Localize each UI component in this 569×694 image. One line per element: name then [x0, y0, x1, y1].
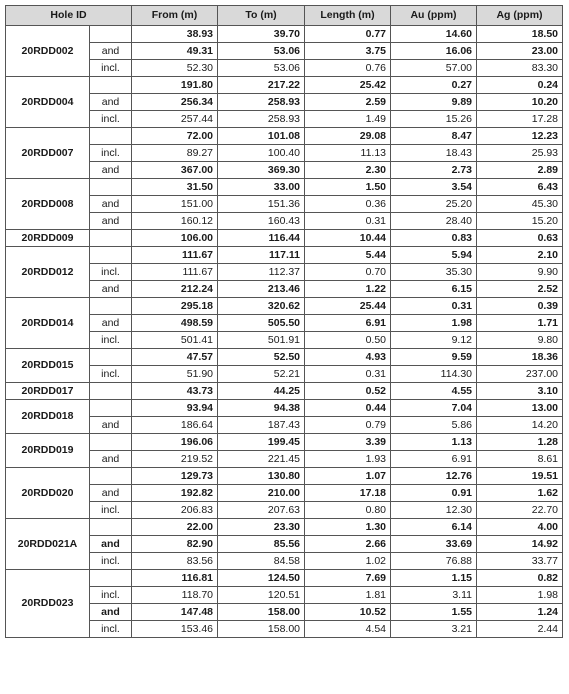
from-cell: 151.00 — [132, 196, 218, 213]
from-cell: 72.00 — [132, 128, 218, 145]
to-cell: 199.45 — [218, 434, 305, 451]
length-cell: 25.44 — [305, 298, 391, 315]
length-cell: 7.69 — [305, 570, 391, 587]
qualifier-cell — [90, 400, 132, 417]
length-cell: 0.77 — [305, 26, 391, 43]
ag-cell: 83.30 — [477, 60, 563, 77]
qualifier-cell: and — [90, 196, 132, 213]
from-cell: 106.00 — [132, 230, 218, 247]
length-cell: 29.08 — [305, 128, 391, 145]
ag-cell: 2.44 — [477, 621, 563, 638]
table-row — [6, 587, 563, 604]
length-cell: 2.59 — [305, 94, 391, 111]
table-row — [6, 536, 563, 553]
ag-cell: 2.10 — [477, 247, 563, 264]
qualifier-cell: and — [90, 162, 132, 179]
header-hole-id: Hole ID — [6, 6, 132, 26]
qualifier-cell — [90, 349, 132, 366]
table-row — [6, 604, 563, 621]
hole-id-cell: 20RDD018 — [6, 400, 90, 434]
to-cell: 116.44 — [218, 230, 305, 247]
qualifier-cell: and — [90, 281, 132, 298]
from-cell: 111.67 — [132, 264, 218, 281]
to-cell: 85.56 — [218, 536, 305, 553]
ag-cell: 15.20 — [477, 213, 563, 230]
to-cell: 369.30 — [218, 162, 305, 179]
ag-cell: 18.50 — [477, 26, 563, 43]
table-row — [6, 247, 563, 264]
au-cell: 18.43 — [391, 145, 477, 162]
au-cell: 0.27 — [391, 77, 477, 94]
au-cell: 0.91 — [391, 485, 477, 502]
table-row — [6, 60, 563, 77]
to-cell: 213.46 — [218, 281, 305, 298]
qualifier-cell: and — [90, 43, 132, 60]
to-cell: 112.37 — [218, 264, 305, 281]
length-cell: 1.93 — [305, 451, 391, 468]
to-cell: 52.21 — [218, 366, 305, 383]
qualifier-cell: incl. — [90, 502, 132, 519]
qualifier-cell: incl. — [90, 145, 132, 162]
length-cell: 2.66 — [305, 536, 391, 553]
to-cell: 505.50 — [218, 315, 305, 332]
qualifier-cell — [90, 26, 132, 43]
length-cell: 6.91 — [305, 315, 391, 332]
from-cell: 295.18 — [132, 298, 218, 315]
to-cell: 130.80 — [218, 468, 305, 485]
au-cell: 4.55 — [391, 383, 477, 400]
qualifier-cell — [90, 77, 132, 94]
table-row — [6, 570, 563, 587]
from-cell: 31.50 — [132, 179, 218, 196]
qualifier-cell: and — [90, 451, 132, 468]
from-cell: 256.34 — [132, 94, 218, 111]
table-row — [6, 111, 563, 128]
from-cell: 186.64 — [132, 417, 218, 434]
table-row — [6, 264, 563, 281]
qualifier-cell — [90, 570, 132, 587]
table-row — [6, 230, 563, 247]
qualifier-cell — [90, 230, 132, 247]
au-cell: 6.91 — [391, 451, 477, 468]
au-cell: 25.20 — [391, 196, 477, 213]
hole-id-cell: 20RDD012 — [6, 247, 90, 298]
hole-id-cell: 20RDD017 — [6, 383, 90, 400]
table-row — [6, 519, 563, 536]
qualifier-cell: and — [90, 604, 132, 621]
header-ag: Ag (ppm) — [477, 6, 563, 26]
from-cell: 501.41 — [132, 332, 218, 349]
from-cell: 83.56 — [132, 553, 218, 570]
au-cell: 57.00 — [391, 60, 477, 77]
table-row — [6, 417, 563, 434]
to-cell: 120.51 — [218, 587, 305, 604]
to-cell: 44.25 — [218, 383, 305, 400]
drill-results-table — [5, 5, 563, 638]
from-cell: 43.73 — [132, 383, 218, 400]
au-cell: 3.54 — [391, 179, 477, 196]
ag-cell: 1.71 — [477, 315, 563, 332]
ag-cell: 1.98 — [477, 587, 563, 604]
au-cell: 12.30 — [391, 502, 477, 519]
table-row — [6, 485, 563, 502]
to-cell: 124.50 — [218, 570, 305, 587]
length-cell: 2.30 — [305, 162, 391, 179]
qualifier-cell — [90, 383, 132, 400]
length-cell: 0.76 — [305, 60, 391, 77]
table-row — [6, 553, 563, 570]
hole-id-cell: 20RDD019 — [6, 434, 90, 468]
table-row — [6, 332, 563, 349]
ag-cell: 0.24 — [477, 77, 563, 94]
length-cell: 0.70 — [305, 264, 391, 281]
to-cell: 52.50 — [218, 349, 305, 366]
hole-id-cell: 20RDD004 — [6, 77, 90, 128]
ag-cell: 17.28 — [477, 111, 563, 128]
au-cell: 3.21 — [391, 621, 477, 638]
to-cell: 501.91 — [218, 332, 305, 349]
length-cell: 1.07 — [305, 468, 391, 485]
table-row — [6, 196, 563, 213]
from-cell: 192.82 — [132, 485, 218, 502]
length-cell: 0.52 — [305, 383, 391, 400]
au-cell: 12.76 — [391, 468, 477, 485]
length-cell: 10.44 — [305, 230, 391, 247]
length-cell: 1.50 — [305, 179, 391, 196]
ag-cell: 22.70 — [477, 502, 563, 519]
ag-cell: 1.28 — [477, 434, 563, 451]
hole-id-cell: 20RDD015 — [6, 349, 90, 383]
from-cell: 82.90 — [132, 536, 218, 553]
au-cell: 5.86 — [391, 417, 477, 434]
qualifier-cell: and — [90, 417, 132, 434]
length-cell: 0.44 — [305, 400, 391, 417]
length-cell: 3.39 — [305, 434, 391, 451]
from-cell: 498.59 — [132, 315, 218, 332]
to-cell: 258.93 — [218, 111, 305, 128]
to-cell: 221.45 — [218, 451, 305, 468]
au-cell: 14.60 — [391, 26, 477, 43]
au-cell: 76.88 — [391, 553, 477, 570]
to-cell: 53.06 — [218, 43, 305, 60]
table-row — [6, 213, 563, 230]
au-cell: 35.30 — [391, 264, 477, 281]
from-cell: 206.83 — [132, 502, 218, 519]
table-row — [6, 179, 563, 196]
qualifier-cell: incl. — [90, 332, 132, 349]
qualifier-cell — [90, 128, 132, 145]
from-cell: 51.90 — [132, 366, 218, 383]
from-cell: 47.57 — [132, 349, 218, 366]
to-cell: 39.70 — [218, 26, 305, 43]
au-cell: 0.83 — [391, 230, 477, 247]
au-cell: 6.14 — [391, 519, 477, 536]
length-cell: 0.31 — [305, 213, 391, 230]
qualifier-cell: incl. — [90, 587, 132, 604]
qualifier-cell — [90, 468, 132, 485]
table-row — [6, 26, 563, 43]
length-cell: 0.79 — [305, 417, 391, 434]
table-body — [6, 26, 563, 638]
to-cell: 210.00 — [218, 485, 305, 502]
ag-cell: 2.52 — [477, 281, 563, 298]
from-cell: 367.00 — [132, 162, 218, 179]
from-cell: 22.00 — [132, 519, 218, 536]
ag-cell: 0.39 — [477, 298, 563, 315]
au-cell: 3.11 — [391, 587, 477, 604]
qualifier-cell — [90, 247, 132, 264]
table-row — [6, 400, 563, 417]
ag-cell: 14.20 — [477, 417, 563, 434]
ag-cell: 45.30 — [477, 196, 563, 213]
hole-id-cell: 20RDD023 — [6, 570, 90, 638]
length-cell: 1.81 — [305, 587, 391, 604]
ag-cell: 9.80 — [477, 332, 563, 349]
ag-cell: 237.00 — [477, 366, 563, 383]
ag-cell: 0.82 — [477, 570, 563, 587]
from-cell: 147.48 — [132, 604, 218, 621]
qualifier-cell — [90, 298, 132, 315]
to-cell: 158.00 — [218, 604, 305, 621]
to-cell: 187.43 — [218, 417, 305, 434]
au-cell: 1.13 — [391, 434, 477, 451]
ag-cell: 1.62 — [477, 485, 563, 502]
qualifier-cell — [90, 179, 132, 196]
ag-cell: 4.00 — [477, 519, 563, 536]
length-cell: 1.22 — [305, 281, 391, 298]
table-row — [6, 349, 563, 366]
ag-cell: 2.89 — [477, 162, 563, 179]
au-cell: 6.15 — [391, 281, 477, 298]
ag-cell: 14.92 — [477, 536, 563, 553]
from-cell: 52.30 — [132, 60, 218, 77]
qualifier-cell: and — [90, 536, 132, 553]
header-row — [6, 6, 563, 26]
to-cell: 160.43 — [218, 213, 305, 230]
qualifier-cell: incl. — [90, 366, 132, 383]
to-cell: 320.62 — [218, 298, 305, 315]
table-row — [6, 162, 563, 179]
to-cell: 151.36 — [218, 196, 305, 213]
qualifier-cell: incl. — [90, 60, 132, 77]
qualifier-cell: and — [90, 485, 132, 502]
to-cell: 101.08 — [218, 128, 305, 145]
length-cell: 0.50 — [305, 332, 391, 349]
length-cell: 1.02 — [305, 553, 391, 570]
au-cell: 114.30 — [391, 366, 477, 383]
au-cell: 15.26 — [391, 111, 477, 128]
header-from: From (m) — [132, 6, 218, 26]
ag-cell: 10.20 — [477, 94, 563, 111]
au-cell: 33.69 — [391, 536, 477, 553]
length-cell: 4.93 — [305, 349, 391, 366]
table-row — [6, 468, 563, 485]
from-cell: 111.67 — [132, 247, 218, 264]
ag-cell: 6.43 — [477, 179, 563, 196]
to-cell: 94.38 — [218, 400, 305, 417]
length-cell: 0.36 — [305, 196, 391, 213]
length-cell: 1.49 — [305, 111, 391, 128]
length-cell: 17.18 — [305, 485, 391, 502]
table-row — [6, 366, 563, 383]
table-row — [6, 145, 563, 162]
au-cell: 7.04 — [391, 400, 477, 417]
table-row — [6, 43, 563, 60]
ag-cell: 8.61 — [477, 451, 563, 468]
qualifier-cell: and — [90, 213, 132, 230]
hole-id-cell: 20RDD014 — [6, 298, 90, 349]
table-row — [6, 94, 563, 111]
qualifier-cell — [90, 434, 132, 451]
from-cell: 191.80 — [132, 77, 218, 94]
au-cell: 9.59 — [391, 349, 477, 366]
length-cell: 0.31 — [305, 366, 391, 383]
ag-cell: 18.36 — [477, 349, 563, 366]
au-cell: 1.98 — [391, 315, 477, 332]
hole-id-cell: 20RDD002 — [6, 26, 90, 77]
qualifier-cell: and — [90, 94, 132, 111]
length-cell: 1.30 — [305, 519, 391, 536]
hole-id-cell: 20RDD009 — [6, 230, 90, 247]
table-row — [6, 434, 563, 451]
to-cell: 84.58 — [218, 553, 305, 570]
from-cell: 219.52 — [132, 451, 218, 468]
hole-id-cell: 20RDD020 — [6, 468, 90, 519]
table-row — [6, 77, 563, 94]
to-cell: 207.63 — [218, 502, 305, 519]
au-cell: 9.89 — [391, 94, 477, 111]
from-cell: 38.93 — [132, 26, 218, 43]
table-row — [6, 451, 563, 468]
to-cell: 117.11 — [218, 247, 305, 264]
au-cell: 0.31 — [391, 298, 477, 315]
table-row — [6, 621, 563, 638]
ag-cell: 0.63 — [477, 230, 563, 247]
ag-cell: 19.51 — [477, 468, 563, 485]
from-cell: 116.81 — [132, 570, 218, 587]
table-row — [6, 128, 563, 145]
ag-cell: 33.77 — [477, 553, 563, 570]
ag-cell: 3.10 — [477, 383, 563, 400]
au-cell: 5.94 — [391, 247, 477, 264]
length-cell: 11.13 — [305, 145, 391, 162]
table-row — [6, 383, 563, 400]
hole-id-cell: 20RDD021A — [6, 519, 90, 570]
from-cell: 129.73 — [132, 468, 218, 485]
to-cell: 53.06 — [218, 60, 305, 77]
au-cell: 1.55 — [391, 604, 477, 621]
from-cell: 153.46 — [132, 621, 218, 638]
qualifier-cell: and — [90, 315, 132, 332]
header-length: Length (m) — [305, 6, 391, 26]
ag-cell: 12.23 — [477, 128, 563, 145]
length-cell: 4.54 — [305, 621, 391, 638]
from-cell: 257.44 — [132, 111, 218, 128]
au-cell: 16.06 — [391, 43, 477, 60]
from-cell: 118.70 — [132, 587, 218, 604]
table-row — [6, 281, 563, 298]
qualifier-cell: incl. — [90, 111, 132, 128]
from-cell: 196.06 — [132, 434, 218, 451]
table-row — [6, 502, 563, 519]
to-cell: 33.00 — [218, 179, 305, 196]
qualifier-cell — [90, 519, 132, 536]
table-row — [6, 298, 563, 315]
ag-cell: 25.93 — [477, 145, 563, 162]
from-cell: 89.27 — [132, 145, 218, 162]
from-cell: 212.24 — [132, 281, 218, 298]
ag-cell: 23.00 — [477, 43, 563, 60]
length-cell: 10.52 — [305, 604, 391, 621]
au-cell: 2.73 — [391, 162, 477, 179]
to-cell: 100.40 — [218, 145, 305, 162]
hole-id-cell: 20RDD008 — [6, 179, 90, 230]
qualifier-cell: incl. — [90, 621, 132, 638]
table-row — [6, 315, 563, 332]
from-cell: 160.12 — [132, 213, 218, 230]
header-au: Au (ppm) — [391, 6, 477, 26]
qualifier-cell: incl. — [90, 553, 132, 570]
au-cell: 9.12 — [391, 332, 477, 349]
length-cell: 0.80 — [305, 502, 391, 519]
to-cell: 258.93 — [218, 94, 305, 111]
au-cell: 1.15 — [391, 570, 477, 587]
ag-cell: 1.24 — [477, 604, 563, 621]
header-to: To (m) — [218, 6, 305, 26]
length-cell: 5.44 — [305, 247, 391, 264]
to-cell: 23.30 — [218, 519, 305, 536]
from-cell: 93.94 — [132, 400, 218, 417]
ag-cell: 13.00 — [477, 400, 563, 417]
au-cell: 28.40 — [391, 213, 477, 230]
to-cell: 158.00 — [218, 621, 305, 638]
length-cell: 3.75 — [305, 43, 391, 60]
to-cell: 217.22 — [218, 77, 305, 94]
hole-id-cell: 20RDD007 — [6, 128, 90, 179]
table-header — [6, 6, 563, 26]
qualifier-cell: incl. — [90, 264, 132, 281]
au-cell: 8.47 — [391, 128, 477, 145]
ag-cell: 9.90 — [477, 264, 563, 281]
from-cell: 49.31 — [132, 43, 218, 60]
length-cell: 25.42 — [305, 77, 391, 94]
